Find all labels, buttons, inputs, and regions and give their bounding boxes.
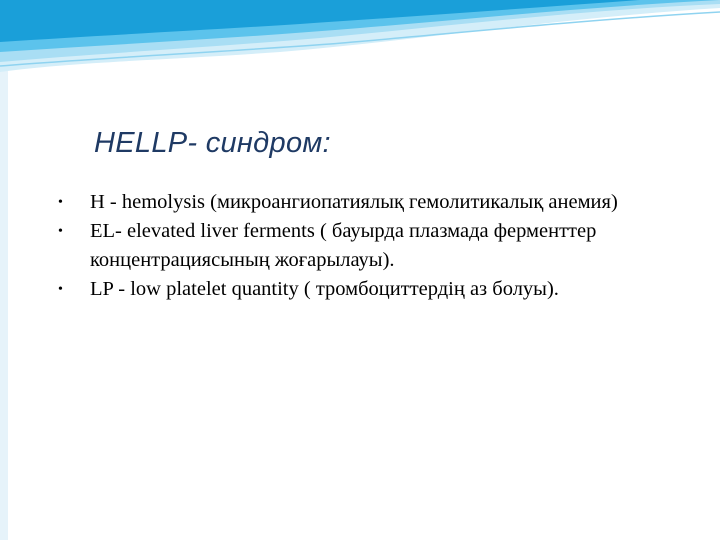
bullet-text: LP - low platelet quantity ( тромбоциттердің аз болуы). (90, 278, 559, 300)
bullet-item-low-platelet (56, 275, 676, 304)
bullet-text: H - hemolysis (микроангиопатиялық гемолитикалық анемия) (90, 191, 618, 213)
bullet-marker: • (58, 195, 63, 210)
slide-title: HELLP- синдром: (94, 127, 331, 159)
header-wave-decoration (0, 0, 720, 90)
bullet-marker: • (58, 282, 63, 297)
bullet-item-hemolysis (56, 188, 676, 217)
bullet-marker: • (58, 224, 63, 239)
bullet-text: EL- elevated liver ferments ( бауырда плазмада ферменттер концентрациясының жоғарылауы). (90, 220, 597, 271)
bullet-list (56, 188, 676, 304)
bullet-item-elevated-liver (56, 217, 676, 275)
